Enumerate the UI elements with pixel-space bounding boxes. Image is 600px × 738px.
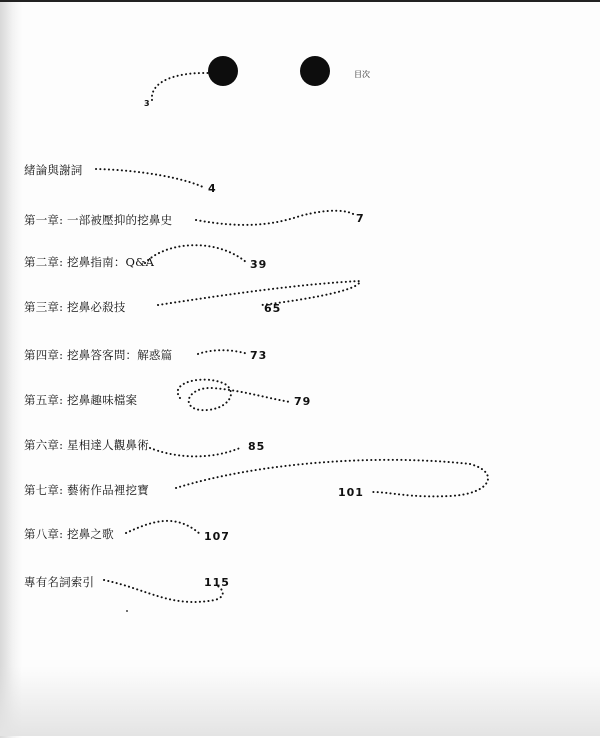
scan-speck <box>126 610 128 612</box>
toc-entry-title: 緒論與謝詞 <box>24 163 83 177</box>
trail-ch2 <box>145 245 246 263</box>
trail-ch4 <box>198 350 248 354</box>
toc-entry-title: 第三章: 挖鼻必殺技 <box>24 300 126 314</box>
trail-ch1 <box>196 211 356 225</box>
folio-number: 3 <box>144 99 150 108</box>
trail-ch8 <box>126 521 200 534</box>
toc-entry-title: 第六章: 星相達人觀鼻術 <box>24 438 149 452</box>
trail-ch7 <box>176 460 488 497</box>
toc-entry-title: 第八章: 挖鼻之歌 <box>24 527 114 541</box>
dotted-trails <box>0 2 600 738</box>
toc-entry-page: 107 <box>204 530 230 543</box>
toc-entry-page: 65 <box>264 302 282 315</box>
toc-entry-title: 第五章: 挖鼻趣味檔案 <box>24 393 138 407</box>
toc-entry-title: 第四章: 挖鼻答客問：解惑篇 <box>24 348 173 362</box>
toc-entry-title: 專有名詞索引 <box>24 575 95 589</box>
right-nostril-dot <box>300 56 330 86</box>
toc-entry-page: 79 <box>294 395 312 408</box>
toc-entry-page: 39 <box>250 258 268 271</box>
toc-entry-page: 4 <box>208 182 217 195</box>
trail-ch5 <box>178 380 290 411</box>
toc-entry-title: 第二章: 挖鼻指南：Q&A <box>24 255 155 269</box>
left-nostril-dot <box>208 56 238 86</box>
toc-entry-page: 115 <box>204 576 230 589</box>
trail-intro <box>96 169 205 188</box>
trail-ch3 <box>158 281 360 305</box>
toc-entry-page: 7 <box>356 212 365 225</box>
toc-entry-title: 第七章: 藝術作品裡挖寶 <box>24 483 149 497</box>
toc-entry-title: 第一章: 一部被壓抑的挖鼻史 <box>24 213 173 227</box>
trail-ch6 <box>150 448 240 456</box>
nostril-trail <box>152 73 210 100</box>
header-label: 目次 <box>354 70 370 79</box>
toc-entry-page: 101 <box>338 486 364 499</box>
toc-entry-page: 85 <box>248 440 266 453</box>
toc-entry-page: 73 <box>250 349 268 362</box>
